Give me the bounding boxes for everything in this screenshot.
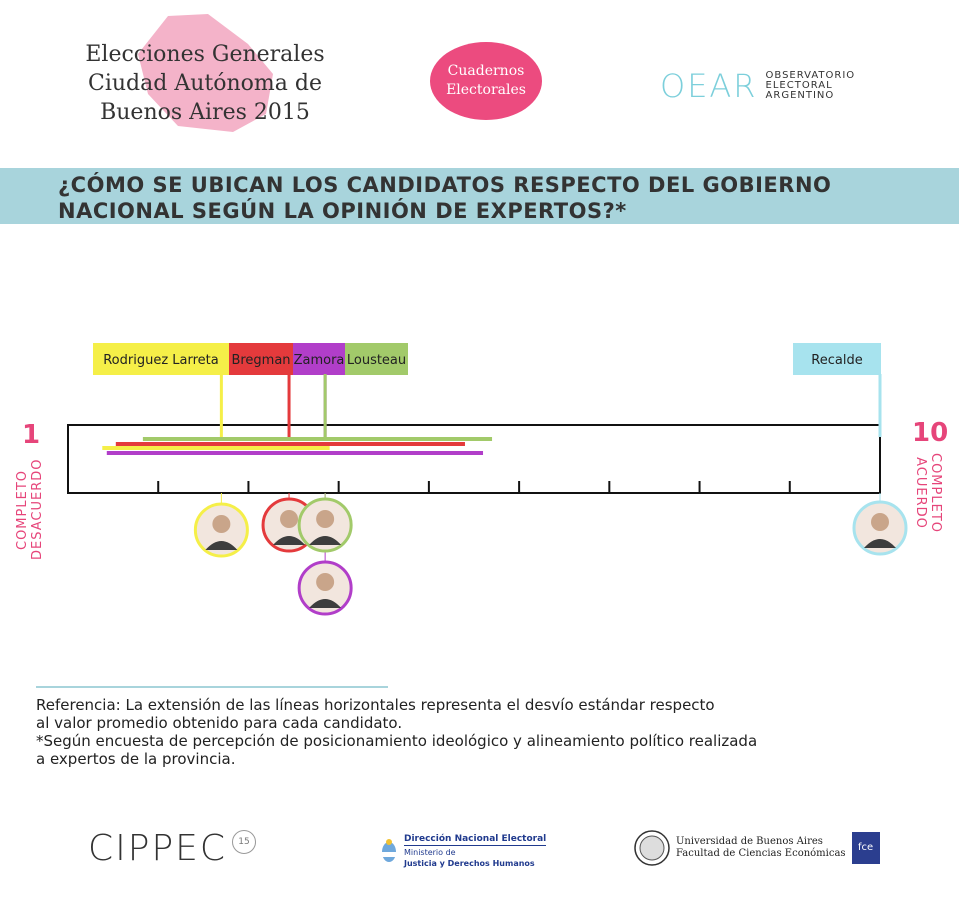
cippec-15-badge: 15 — [232, 830, 256, 854]
scale-min-label-line: COMPLETO — [15, 470, 30, 550]
question-text — [58, 172, 938, 224]
reference-line: a expertos de la provincia. — [36, 750, 236, 768]
scale-max-label-line: COMPLETO — [928, 453, 943, 533]
scale-min-value: 1 — [22, 420, 41, 450]
avatar-head — [316, 573, 334, 591]
oear-sub-line: ARGENTINO — [765, 90, 835, 101]
question-line: ¿CÓMO SE UBICAN LOS CANDIDATOS RESPECTO DEL GOBIERNO — [58, 173, 832, 197]
oear-sub-line: ELECTORAL — [765, 80, 833, 91]
avatar-head — [871, 513, 889, 531]
question-line: NACIONAL SEGÚN LA OPINIÓN DE EXPERTOS?* — [58, 199, 627, 223]
title-line: Ciudad Autónoma de — [88, 71, 322, 96]
oear-logo — [660, 66, 855, 106]
fce-logo: fce — [852, 832, 880, 864]
candidate-label: Lousteau — [346, 353, 407, 368]
pill-line: Electorales — [446, 82, 526, 98]
candidate-label: Recalde — [811, 353, 863, 368]
reference-line: al valor promedio obtenido para cada candidato. — [36, 714, 403, 732]
oear-sub-line: OBSERVATORIO — [765, 70, 856, 81]
cippec-logo: CIPPEC — [88, 828, 228, 869]
uba-line: Facultad de Ciencias Económicas — [676, 848, 846, 859]
reference-line: *Según encuesta de percepción de posicionamiento ideológico y alineamiento político realizada — [36, 732, 758, 750]
dne-sub: Ministerio de — [404, 848, 456, 857]
reference-line: Referencia: La extensión de las líneas horizontales representa el desvío estándar respecto — [36, 696, 715, 714]
coat-of-arms-icon — [380, 838, 398, 864]
scale-max-value: 10 — [912, 418, 949, 448]
candidate-label: Zamora — [293, 353, 345, 368]
uba-seal-icon — [634, 830, 670, 866]
title-line: Buenos Aires 2015 — [100, 100, 310, 125]
uba-logo — [634, 830, 880, 866]
avatar-head — [316, 510, 334, 528]
scale-max-label-line: ACUERDO — [913, 457, 928, 529]
candidate-label: Rodriguez Larreta — [103, 353, 219, 368]
uba-line: Universidad de Buenos Aires — [676, 836, 823, 847]
title-line: Elecciones Generales — [85, 42, 325, 67]
oear-word: OEAR — [660, 67, 758, 105]
dne-logo — [380, 834, 546, 868]
scale-min-label-line: DESACUERDO — [30, 458, 45, 560]
publication-title — [70, 40, 340, 127]
oear-subtitle — [766, 71, 856, 101]
cuadernos-badge — [430, 42, 542, 120]
pill-line: Cuadernos — [447, 63, 525, 79]
scale-box — [68, 425, 880, 493]
reference-note — [36, 696, 836, 768]
candidate-label: Bregman — [231, 353, 291, 368]
dne-title: Dirección Nacional Electoral — [404, 834, 547, 844]
reference-divider — [36, 686, 388, 688]
positioning-chart — [0, 330, 959, 630]
dne-sub: Justicia y Derechos Humanos — [404, 859, 535, 868]
avatar-head — [212, 515, 230, 533]
avatar-head — [280, 510, 298, 528]
